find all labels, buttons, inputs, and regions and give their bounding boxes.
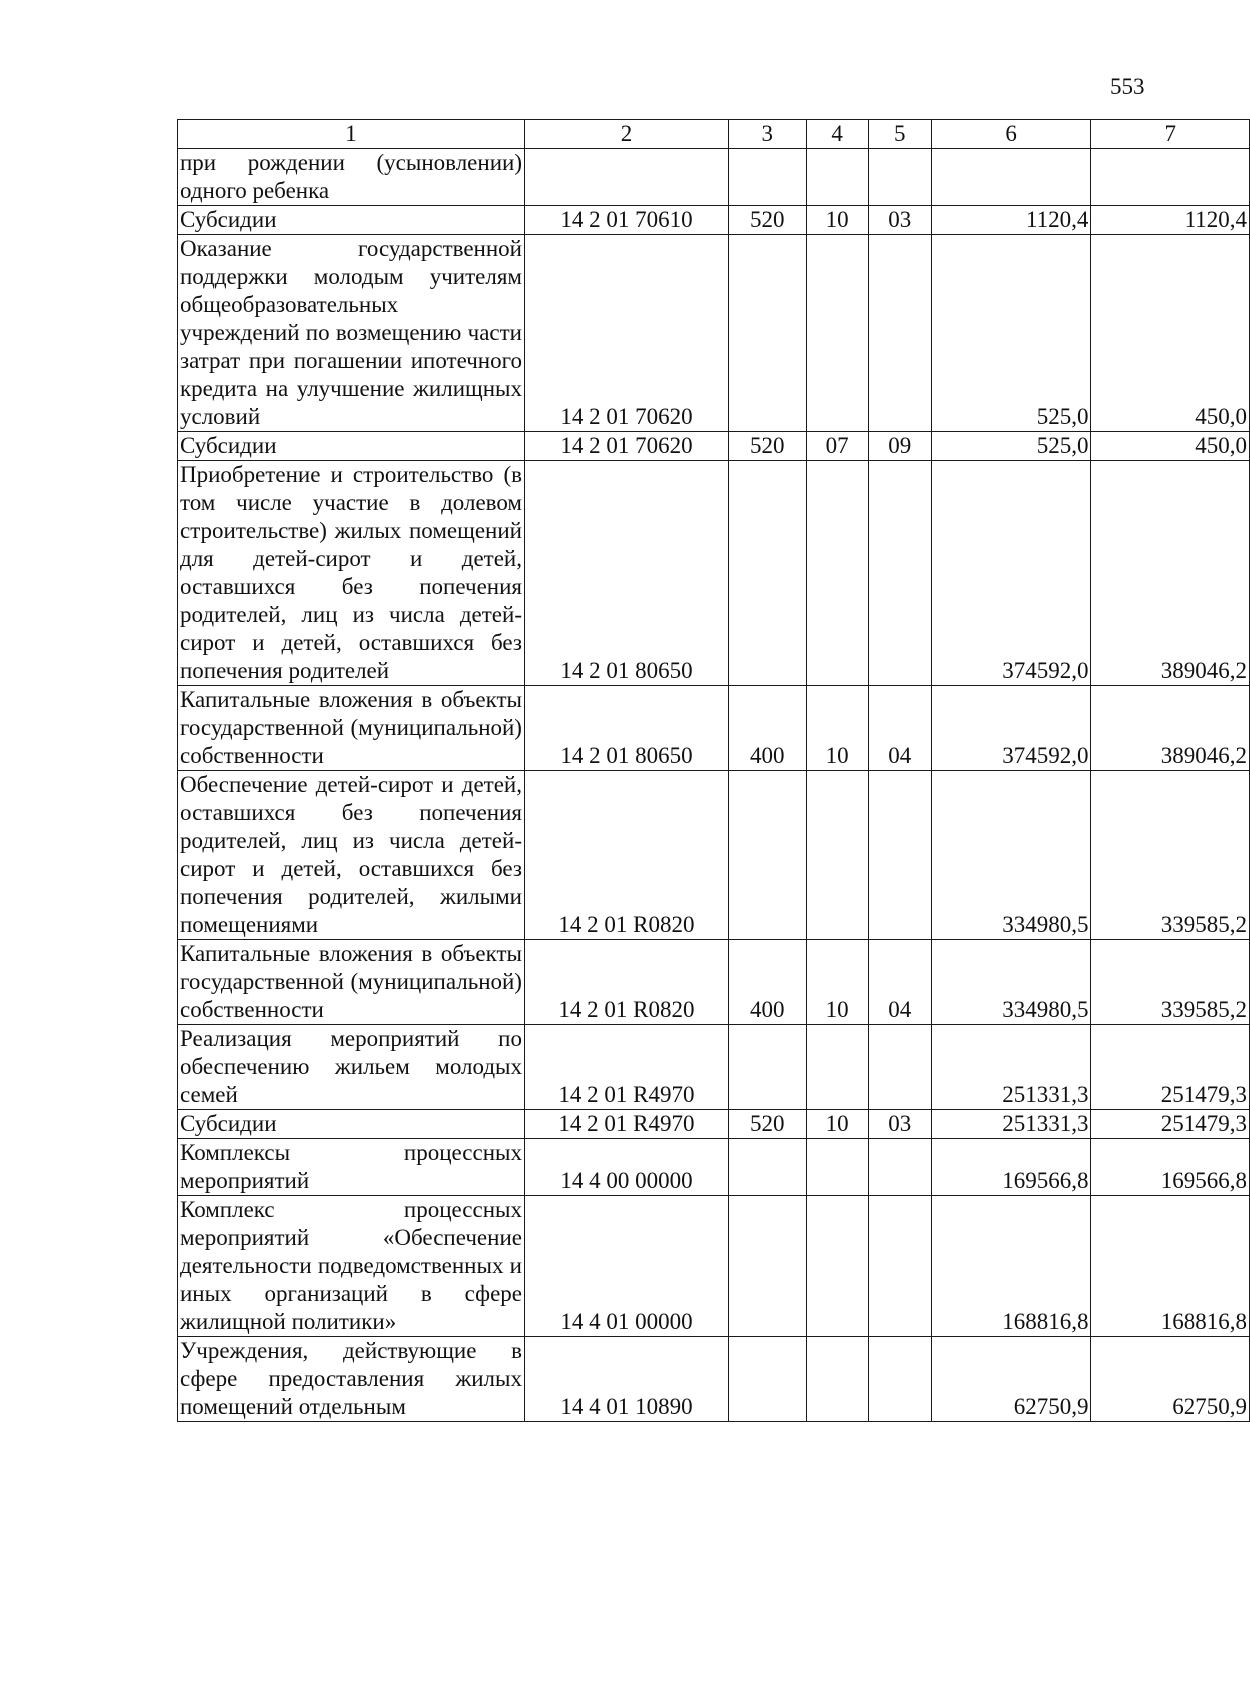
- column-header: 6: [931, 120, 1091, 149]
- column-header: 3: [728, 120, 806, 149]
- row-name-cell: Субсидии: [178, 432, 525, 461]
- row-section-cell: [806, 1337, 868, 1422]
- row-amount-year2-cell: 339585,2: [1091, 771, 1250, 940]
- row-section-cell: [806, 461, 868, 686]
- row-subsection-cell: [868, 149, 931, 206]
- table-header-row: [178, 120, 1250, 149]
- row-section-cell: 10: [806, 686, 868, 771]
- row-subsection-cell: [868, 1139, 931, 1196]
- row-expense-type-cell: [728, 461, 806, 686]
- row-amount-year1-cell: 525,0: [931, 432, 1091, 461]
- row-section-cell: 10: [806, 940, 868, 1025]
- row-name-cell: Приобретение и строительство (в том числе участие в долевом строительстве) жилых помещений для детей-сирот и детей, оставшихся без попечения родителей, лиц из числа детей-сирот и детей, оставшихся без попечения родителей: [178, 461, 525, 686]
- row-amount-year1-cell: 374592,0: [931, 461, 1091, 686]
- row-name-cell: Комплекс процессных мероприятий «Обеспечение деятельности подведомственных и иных организаций в сфере жилищной политики»: [178, 1196, 525, 1337]
- table-row: [178, 686, 1250, 771]
- row-section-cell: [806, 1025, 868, 1110]
- row-amount-year1-cell: 374592,0: [931, 686, 1091, 771]
- row-section-cell: [806, 1139, 868, 1196]
- table-row: [178, 771, 1250, 940]
- row-amount-year2-cell: 62750,9: [1091, 1337, 1250, 1422]
- table-row: [178, 1196, 1250, 1337]
- row-expense-type-cell: [728, 1025, 806, 1110]
- row-expense-type-cell: 520: [728, 1110, 806, 1139]
- row-subsection-cell: 09: [868, 432, 931, 461]
- column-header: 7: [1091, 120, 1250, 149]
- row-expense-type-cell: [728, 149, 806, 206]
- row-code-cell: [524, 149, 728, 206]
- row-section-cell: [806, 1196, 868, 1337]
- row-expense-type-cell: [728, 1139, 806, 1196]
- table-row: [178, 149, 1250, 206]
- row-name-cell: при рождении (усыновлении) одного ребенка: [178, 149, 525, 206]
- table-row: [178, 206, 1250, 235]
- table-row: [178, 940, 1250, 1025]
- column-header: 2: [524, 120, 728, 149]
- row-section-cell: [806, 149, 868, 206]
- row-amount-year1-cell: 334980,5: [931, 940, 1091, 1025]
- row-amount-year2-cell: 339585,2: [1091, 940, 1250, 1025]
- row-amount-year2-cell: [1091, 149, 1250, 206]
- row-expense-type-cell: 400: [728, 686, 806, 771]
- row-code-cell: 14 2 01 80650: [524, 686, 728, 771]
- row-amount-year2-cell: 169566,8: [1091, 1139, 1250, 1196]
- page-number: 553: [1110, 74, 1145, 99]
- column-header: 4: [806, 120, 868, 149]
- row-subsection-cell: 03: [868, 1110, 931, 1139]
- table-row: [178, 1110, 1250, 1139]
- row-name-cell: Субсидии: [178, 206, 525, 235]
- row-amount-year1-cell: 169566,8: [931, 1139, 1091, 1196]
- row-code-cell: 14 4 00 00000: [524, 1139, 728, 1196]
- row-code-cell: 14 2 01 R4970: [524, 1110, 728, 1139]
- row-code-cell: 14 2 01 70620: [524, 235, 728, 432]
- row-expense-type-cell: 400: [728, 940, 806, 1025]
- row-section-cell: 07: [806, 432, 868, 461]
- row-name-cell: Субсидии: [178, 1110, 525, 1139]
- row-amount-year2-cell: 389046,2: [1091, 686, 1250, 771]
- row-code-cell: 14 4 01 00000: [524, 1196, 728, 1337]
- row-name-cell: Реализация мероприятий по обеспечению жильем молодых семей: [178, 1025, 525, 1110]
- column-header: 5: [868, 120, 931, 149]
- row-name-cell: Учреждения, действующие в сфере предоставления жилых помещений отдельным: [178, 1337, 525, 1422]
- row-subsection-cell: [868, 771, 931, 940]
- row-section-cell: [806, 771, 868, 940]
- row-section-cell: [806, 235, 868, 432]
- row-subsection-cell: [868, 1337, 931, 1422]
- row-subsection-cell: [868, 1025, 931, 1110]
- row-expense-type-cell: [728, 235, 806, 432]
- row-amount-year2-cell: 389046,2: [1091, 461, 1250, 686]
- row-amount-year1-cell: 62750,9: [931, 1337, 1091, 1422]
- row-amount-year2-cell: 450,0: [1091, 432, 1250, 461]
- row-subsection-cell: 03: [868, 206, 931, 235]
- row-expense-type-cell: 520: [728, 432, 806, 461]
- table-row: [178, 1337, 1250, 1422]
- row-code-cell: 14 2 01 R0820: [524, 771, 728, 940]
- row-expense-type-cell: 520: [728, 206, 806, 235]
- row-amount-year2-cell: 251479,3: [1091, 1025, 1250, 1110]
- row-code-cell: 14 4 01 10890: [524, 1337, 728, 1422]
- row-amount-year1-cell: [931, 149, 1091, 206]
- row-section-cell: 10: [806, 206, 868, 235]
- row-amount-year1-cell: 1120,4: [931, 206, 1091, 235]
- row-code-cell: 14 2 01 80650: [524, 461, 728, 686]
- row-code-cell: 14 2 01 R4970: [524, 1025, 728, 1110]
- row-amount-year1-cell: 251331,3: [931, 1110, 1091, 1139]
- row-subsection-cell: [868, 235, 931, 432]
- row-amount-year2-cell: 168816,8: [1091, 1196, 1250, 1337]
- table-row: [178, 432, 1250, 461]
- column-header: 1: [178, 120, 525, 149]
- row-name-cell: Обеспечение детей-сирот и детей, оставшихся без попечения родителей, лиц из числа детей-сирот и детей, оставшихся без попечения родителей, жилыми помещениями: [178, 771, 525, 940]
- row-code-cell: 14 2 01 R0820: [524, 940, 728, 1025]
- row-code-cell: 14 2 01 70620: [524, 432, 728, 461]
- row-amount-year2-cell: 450,0: [1091, 235, 1250, 432]
- row-name-cell: Оказание государственной поддержки молодым учителям общеобразовательных учреждений по возмещению части затрат при погашении ипотечного кредита на улучшение жилищных условий: [178, 235, 525, 432]
- row-expense-type-cell: [728, 1196, 806, 1337]
- row-amount-year2-cell: 1120,4: [1091, 206, 1250, 235]
- row-amount-year1-cell: 168816,8: [931, 1196, 1091, 1337]
- row-subsection-cell: [868, 1196, 931, 1337]
- row-expense-type-cell: [728, 771, 806, 940]
- row-name-cell: Капитальные вложения в объекты государственной (муниципальной) собственности: [178, 940, 525, 1025]
- row-subsection-cell: [868, 461, 931, 686]
- table-row: [178, 235, 1250, 432]
- row-subsection-cell: 04: [868, 686, 931, 771]
- table-row: [178, 461, 1250, 686]
- table-row: [178, 1139, 1250, 1196]
- row-amount-year1-cell: 525,0: [931, 235, 1091, 432]
- row-name-cell: Капитальные вложения в объекты государственной (муниципальной) собственности: [178, 686, 525, 771]
- row-expense-type-cell: [728, 1337, 806, 1422]
- row-amount-year1-cell: 251331,3: [931, 1025, 1091, 1110]
- budget-table: [177, 119, 1250, 1422]
- row-name-cell: Комплексы процессных мероприятий: [178, 1139, 525, 1196]
- row-amount-year1-cell: 334980,5: [931, 771, 1091, 940]
- row-section-cell: 10: [806, 1110, 868, 1139]
- table-row: [178, 1025, 1250, 1110]
- row-amount-year2-cell: 251479,3: [1091, 1110, 1250, 1139]
- row-subsection-cell: 04: [868, 940, 931, 1025]
- row-code-cell: 14 2 01 70610: [524, 206, 728, 235]
